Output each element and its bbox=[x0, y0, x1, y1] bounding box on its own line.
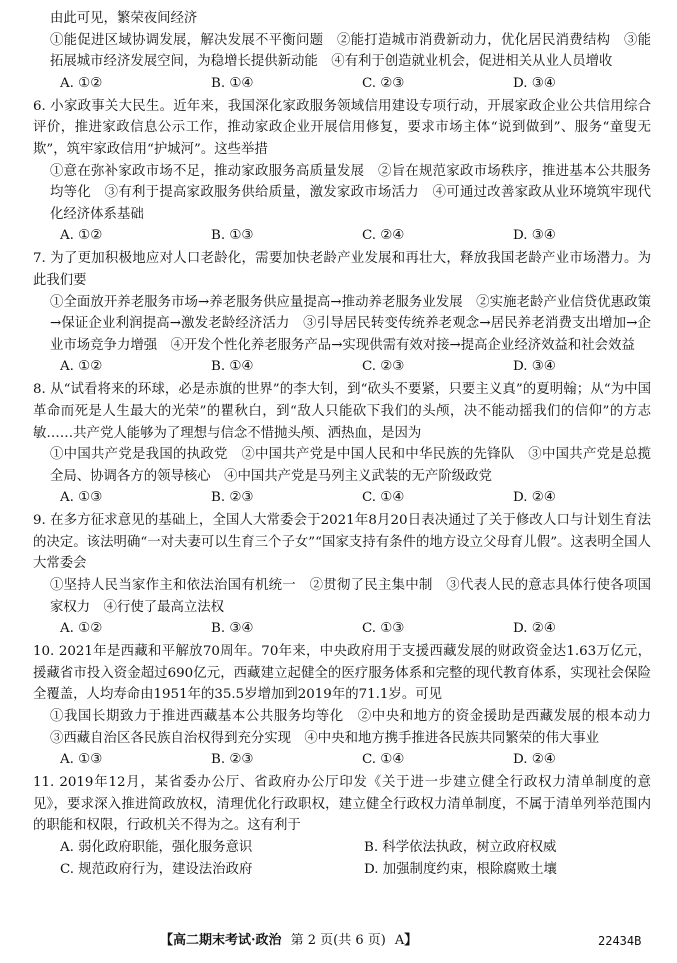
option-a: A. ①② bbox=[60, 359, 103, 375]
question-6-options bbox=[33, 225, 651, 247]
option-c: C. 规范政府行为，建设法治政府 bbox=[60, 862, 253, 877]
option-a: A. ①③ bbox=[60, 752, 103, 768]
option-a: A. 弱化政府职能，强化服务意识 bbox=[60, 840, 253, 855]
option-b: B. ①④ bbox=[211, 75, 254, 91]
footer-page-number: 第 2 页(共 6 页) bbox=[290, 933, 386, 948]
option-c: C. ②④ bbox=[362, 228, 405, 244]
option-c: C. ①④ bbox=[362, 490, 405, 506]
footer-exam-info bbox=[160, 932, 417, 950]
question-9-options bbox=[33, 618, 651, 640]
option-b: B. ①③ bbox=[211, 228, 254, 244]
question-6-statements: ①意在弥补家政市场不足，推动家政服务高质量发展 ②旨在规范家政市场秩序，推进基本公共服务均等化 ③有利于提高家政服务供给质量，激发家政市场活力 ④可通过改善家政从业环境筑牢现代化经济体系基础 bbox=[50, 163, 651, 222]
question-8-stem: 8. 从“试看将来的环球，必是赤旗的世界”的李大钊，到“砍头不要紧，只要主义真”的夏明翰；从“为中国革命而死是人生最大的光荣”的瞿秋白，到“敌人只能砍下我们的头颅，决不能动摇我们的信仰”的方志敏……共产党人能够为了理想与信念不惜抛头颅、洒热血，是因为 bbox=[33, 382, 651, 441]
option-d: D. 加强制度约束，根除腐败土壤 bbox=[364, 862, 557, 877]
option-d: D. ③④ bbox=[513, 75, 556, 91]
footer-bracket-close: 】 bbox=[404, 933, 418, 948]
option-b: B. ②③ bbox=[211, 490, 254, 506]
exam-content bbox=[33, 8, 665, 881]
option-b: B. ②③ bbox=[211, 752, 254, 768]
option-d: D. ②④ bbox=[513, 752, 556, 768]
question-7-stem: 7. 为了更加积极地应对人口老龄化，需要加快老龄产业发展和再壮大，释放我国老龄产业市场潜力。为此我们要 bbox=[33, 251, 651, 288]
intro-statements: ①能促进区域协调发展，解决发展不平衡问题 ②能打造城市消费新动力，优化居民消费结构 ③能拓展城市经济发展空间，为稳增长提供新动能 ④有利于创造就业机会，促进相关从业人员增收 bbox=[50, 32, 651, 70]
option-a: A. ①③ bbox=[60, 490, 103, 506]
question-6-stem: 6. 小家政事关大民生。近年来，我国深化家政服务领域信用建设专项行动，开展家政企业公共信用综合评价，推进家政信息公示工作，推动家政企业开展信用修复，要求市场主体“说到做到”、服务“童叟无欺”，筑牢家政信用“护城河”。这些举措 bbox=[33, 98, 651, 157]
option-b: B. ①④ bbox=[211, 359, 254, 375]
option-c: C. ①④ bbox=[362, 752, 405, 768]
question-9-statements: ①坚持人民当家作主和依法治国有机统一 ②贯彻了民主集中制 ③代表人民的意志具体行使各项国家权力 ④行使了最高立法权 bbox=[50, 578, 651, 615]
option-d: D. ③④ bbox=[513, 228, 556, 244]
question-10-statements: ①我国长期致力于推进西藏基本公共服务均等化 ②中央和地方的资金援助是西藏发展的根本动力 ③西藏自治区各民族自治权得到充分实现 ④中央和地方携手推进各民族共同繁荣的伟大事业 bbox=[50, 709, 665, 746]
question-7-statements: ①全面放开养老服务市场→养老服务供应量提高→推动养老服务业发展 ②实施老龄产业信贷优惠政策→保证企业利润提高→激发老龄经济活力 ③引导居民转变传统养老观念→居民养老消费支出增加→企业市场竞争力增强 ④开发个性化养老服务产品→实现供需有效对接→提高企业经济效益和社会效益 bbox=[50, 294, 651, 353]
question-8-statements: ①中国共产党是我国的执政党 ②中国共产党是中国人民和中华民族的先锋队 ③中国共产党是总揽全局、协调各方的领导核心 ④中国共产党是马列主义武装的无产阶级政党 bbox=[50, 447, 651, 484]
footer-exam-title: 高二期末考试·政治 bbox=[173, 933, 282, 948]
option-c: C. ②③ bbox=[362, 359, 405, 375]
option-a: A. ①② bbox=[60, 621, 103, 637]
intro-options bbox=[33, 73, 651, 95]
question-10-options bbox=[33, 749, 651, 771]
question-11-options bbox=[33, 837, 651, 881]
option-a: A. ①② bbox=[60, 228, 103, 244]
question-10-stem: 10. 2021年是西藏和平解放70周年。70年来，中央政府用于支援西藏发展的财政资金达1.63万亿元，援藏省市投入资金超过690亿元，西藏建立起健全的医疗服务体系和完整的现代教育体系，实现社会保险全覆盖，人均寿命由1951年的35.5岁增加到2019年的71.1岁。可见 bbox=[33, 644, 651, 703]
footer-version: A bbox=[394, 933, 405, 948]
option-d: D. ③④ bbox=[513, 359, 556, 375]
question-7-options bbox=[33, 356, 651, 378]
option-d: D. ②④ bbox=[513, 490, 556, 506]
question-8-options bbox=[33, 487, 651, 509]
intro-lead: 由此可见，繁荣夜间经济 bbox=[50, 11, 198, 26]
option-a: A. ①② bbox=[60, 75, 103, 91]
question-11-stem: 11. 2019年12月，某省委办公厅、省政府办公厅印发《关于进一步建立健全行政权力清单制度的意见》，要求深入推进简政放权，清理优化行政职权，建立健全行政权力清单制度，不属于清单列举范围内的职能和权限，行政机关不得为之。这有利于 bbox=[33, 775, 651, 834]
question-9-stem: 9. 在多方征求意见的基础上，全国人大常委会于2021年8月20日表决通过了关于修改人口与计划生育法的决定。该法明确“一对夫妻可以生育三个子女”“国家支持有条件的地方设立父母育儿假”。这表明全国人大常委会 bbox=[33, 513, 651, 572]
footer-paper-code: 22434B bbox=[598, 934, 642, 948]
footer-bracket-open: 【 bbox=[160, 933, 174, 948]
option-d: D. ②④ bbox=[513, 621, 556, 637]
option-c: C. ①③ bbox=[362, 621, 405, 637]
option-b: B. 科学依法执政，树立政府权威 bbox=[364, 840, 557, 855]
option-b: B. ③④ bbox=[211, 621, 254, 637]
option-c: C. ②③ bbox=[362, 75, 405, 91]
